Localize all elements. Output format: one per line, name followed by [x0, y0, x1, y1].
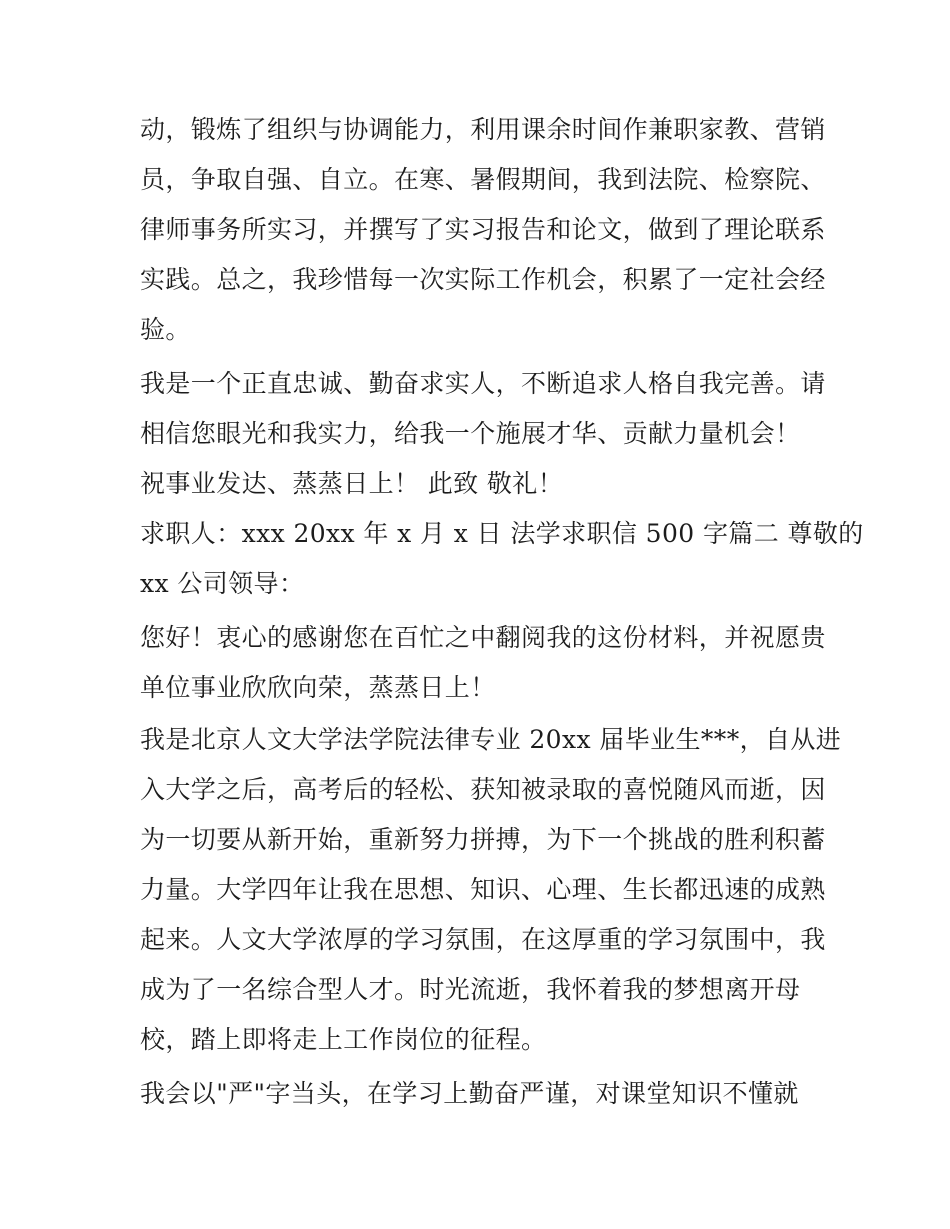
text-line: 我是一个正直忠诚、勤奋求实人，不断追求人格自我完善。请 [140, 369, 826, 398]
text-line: 动，锻炼了组织与协调能力，利用课余时间作兼职家教、营销 [140, 115, 826, 144]
text-line: 我是北京人文大学法学院法律专业 20xx 届毕业生***，自从进 [140, 725, 842, 754]
text-line: 员，争取自强、自立。在寒、暑假期间，我到法院、检察院、 [140, 165, 826, 194]
text-line: 律师事务所实习，并撰写了实习报告和论文，做到了理论联系 [140, 215, 826, 244]
text-line: 祝事业发达、蒸蒸日上！ 此致 敬礼！ [140, 469, 564, 498]
text-line: 验。 [140, 315, 191, 344]
text-line: 实践。总之，我珍惜每一次实际工作机会，积累了一定社会经 [140, 265, 826, 294]
text-line: 为一切要从新开始，重新努力拼搏，为下一个挑战的胜利积蓄 [140, 825, 826, 854]
text-line: 入大学之后，高考后的轻松、获知被录取的喜悦随风而逝，因 [140, 775, 826, 804]
text-line: 起来。人文大学浓厚的学习氛围，在这厚重的学习氛围中，我 [140, 925, 826, 954]
text-line: xx 公司领导： [140, 569, 305, 598]
text-line: 成为了一名综合型人才。时光流逝，我怀着我的梦想离开母 [140, 975, 801, 1004]
text-line: 您好！衷心的感谢您在百忙之中翻阅我的这份材料，并祝愿贵 [140, 623, 826, 652]
text-line: 单位事业欣欣向荣，蒸蒸日上！ [140, 673, 496, 702]
text-line: 相信您眼光和我实力，给我一个施展才华、贡献力量机会！ [140, 419, 801, 448]
text-line: 求职人：xxx 20xx 年 x 月 x 日 法学求职信 500 字篇二 尊敬的 [140, 519, 864, 548]
text-line: 力量。大学四年让我在思想、知识、心理、生长都迅速的成熟 [140, 875, 826, 904]
text-line: 我会以"严"字当头，在学习上勤奋严谨，对课堂知识不懂就 [140, 1079, 799, 1108]
text-line: 校，踏上即将走上工作岗位的征程。 [140, 1025, 547, 1054]
